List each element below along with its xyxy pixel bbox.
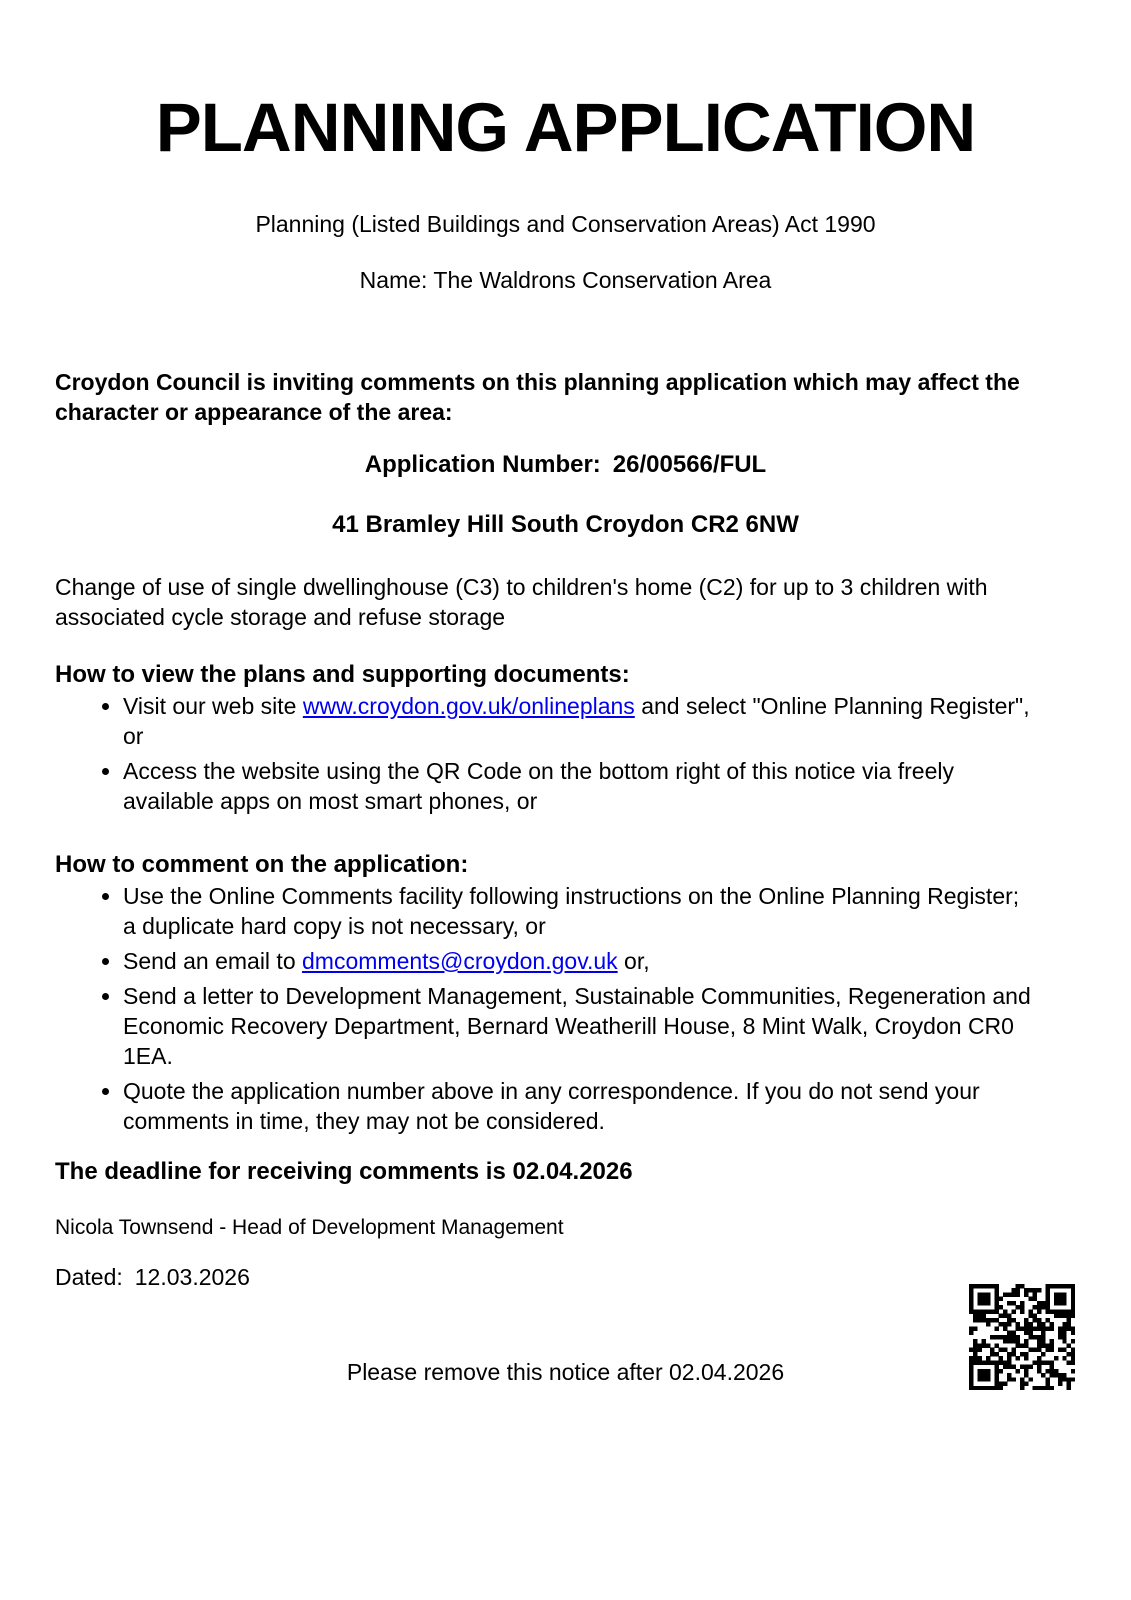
how-to-view-heading: How to view the plans and supporting documents:: [55, 661, 630, 688]
email-suffix-text: or,: [617, 948, 650, 974]
dated-value: 12.03.2026: [134, 1264, 250, 1290]
how-to-comment-heading: How to comment on the application:: [55, 851, 469, 878]
list-item-visit-website: [123, 691, 1033, 751]
how-to-view-list: [55, 691, 1033, 816]
email-prefix-text: Send an email to: [123, 948, 303, 974]
proposal-description: Change of use of single dwellinghouse (C3) to children's home (C2) for up to 3 children with associated cycle storage and refuse storage: [55, 574, 988, 630]
visit-suffix-text: and select "Online Planning Register", or: [123, 693, 1030, 749]
signatory-line: Nicola Townsend - Head of Development Management: [55, 1216, 564, 1239]
list-item-send-letter: • Send a letter to Development Management, Sustainable Communities, Regeneration and Economic Recovery Department, Bernard Weatherill House, 8 Mint Walk, Croydon CR0 1EA.: [123, 981, 1033, 1071]
document-title: PLANNING APPLICATION: [155, 89, 976, 166]
list-item-online-comments: • Use the Online Comments facility following instructions on the Online Planning Register; a duplicate hard copy is not necessary, or: [123, 881, 1033, 941]
qr-code-icon: [969, 1284, 1075, 1390]
intro-paragraph: Croydon Council is inviting comments on this planning application which may affect the character or appearance of the area:: [55, 369, 1020, 425]
application-number-label: Application Number:: [364, 451, 601, 478]
onlineplans-link[interactable]: www.croydon.gov.uk/onlineplans: [302, 693, 635, 719]
list-item-qr-access: • Access the website using the QR Code on the bottom right of this notice via freely available apps on most smart phones, or: [123, 756, 1033, 816]
deadline-line: The deadline for receiving comments is 02.04.2026: [55, 1158, 633, 1185]
list-item-quote-number: • Quote the application number above in any correspondence. If you do not send your comments in time, they may not be considered.: [123, 1076, 1033, 1136]
list-item-send-email: [123, 946, 1033, 976]
conservation-area-name: Name: The Waldrons Conservation Area: [359, 267, 772, 293]
act-line: Planning (Listed Buildings and Conservation Areas) Act 1990: [255, 211, 876, 237]
dated-label: Dated:: [55, 1264, 123, 1290]
email-link[interactable]: dmcomments@croydon.gov.uk: [302, 948, 618, 974]
notice-content: [0, 89, 1131, 1387]
visit-prefix-text: Visit our web site: [123, 693, 303, 719]
dated-line: [55, 1262, 1076, 1292]
application-number-value: 26/00566/FUL: [612, 451, 767, 478]
application-number-line: [55, 449, 1076, 481]
how-to-comment-list: [55, 881, 1033, 1136]
site-address: 41 Bramley Hill South Croydon CR2 6NW: [332, 511, 799, 538]
remove-notice-line: Please remove this notice after 02.04.2026: [346, 1359, 785, 1385]
